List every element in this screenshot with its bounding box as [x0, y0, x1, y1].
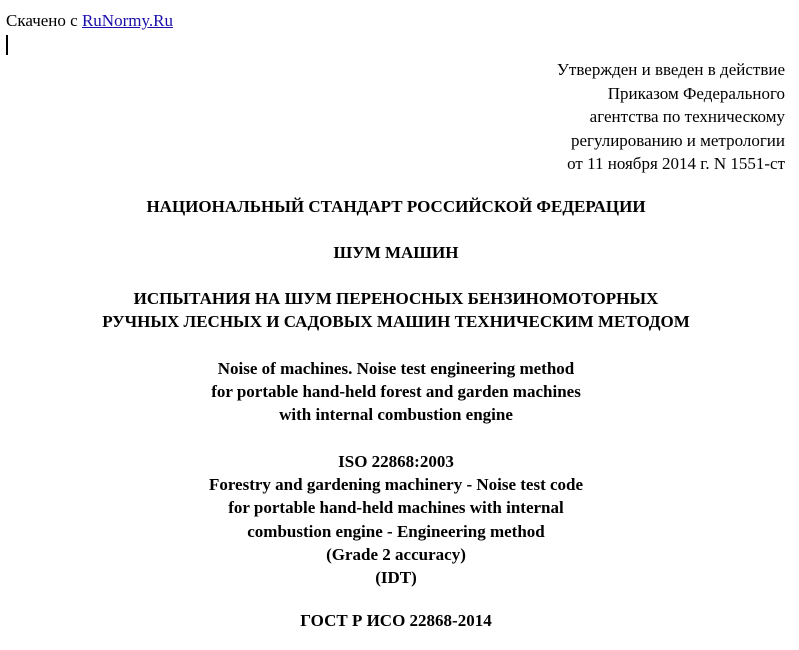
download-prefix: Скачено с: [6, 11, 78, 30]
subject-heading: ШУМ МАШИН: [333, 243, 459, 262]
gost-number: ГОСТ Р ИСО 22868-2014: [300, 611, 492, 630]
approval-line: от 11 ноября 2014 г. N 1551-ст: [567, 154, 785, 173]
iso-title-line: for portable hand-held machines with internal: [228, 498, 564, 518]
approval-line: Утвержден и введен в действие: [556, 60, 785, 79]
russian-title: [0, 287, 792, 333]
english-title-line: for portable hand-held forest and garden machines: [211, 382, 581, 402]
text-cursor: [6, 35, 8, 55]
approval-line: регулированию и метрологии: [570, 130, 785, 150]
runormy-link[interactable]: RuNormy.Ru: [81, 11, 173, 30]
iso-reference-block: [0, 450, 792, 589]
national-standard-heading: НАЦИОНАЛЬНЫЙ СТАНДАРТ РОССИЙСКОЙ ФЕДЕРАЦИИ: [146, 197, 646, 216]
iso-title-line: combustion engine - Engineering method: [247, 521, 545, 541]
download-source-line: [6, 11, 173, 31]
iso-title-line: Forestry and gardening machinery - Noise test code: [208, 475, 584, 495]
iso-number: ISO 22868:2003: [338, 452, 454, 471]
iso-equivalence: (IDT): [375, 568, 417, 588]
russian-title-line: ИСПЫТАНИЯ НА ШУМ ПЕРЕНОСНЫХ БЕНЗИНОМОТОРНЫХ: [133, 289, 659, 308]
approval-block: [557, 58, 785, 176]
iso-title-line: (Grade 2 accuracy): [326, 544, 466, 564]
approval-line: Приказом Федерального: [607, 83, 785, 103]
english-title: [0, 357, 792, 427]
approval-line: агентства по техническому: [589, 107, 785, 126]
english-title-line: with internal combustion engine: [279, 405, 513, 425]
english-title-line: Noise of machines. Noise test engineering method: [217, 359, 575, 378]
russian-title-line: РУЧНЫХ ЛЕСНЫХ И САДОВЫХ МАШИН ТЕХНИЧЕСКИМ МЕТОДОМ: [102, 312, 690, 332]
